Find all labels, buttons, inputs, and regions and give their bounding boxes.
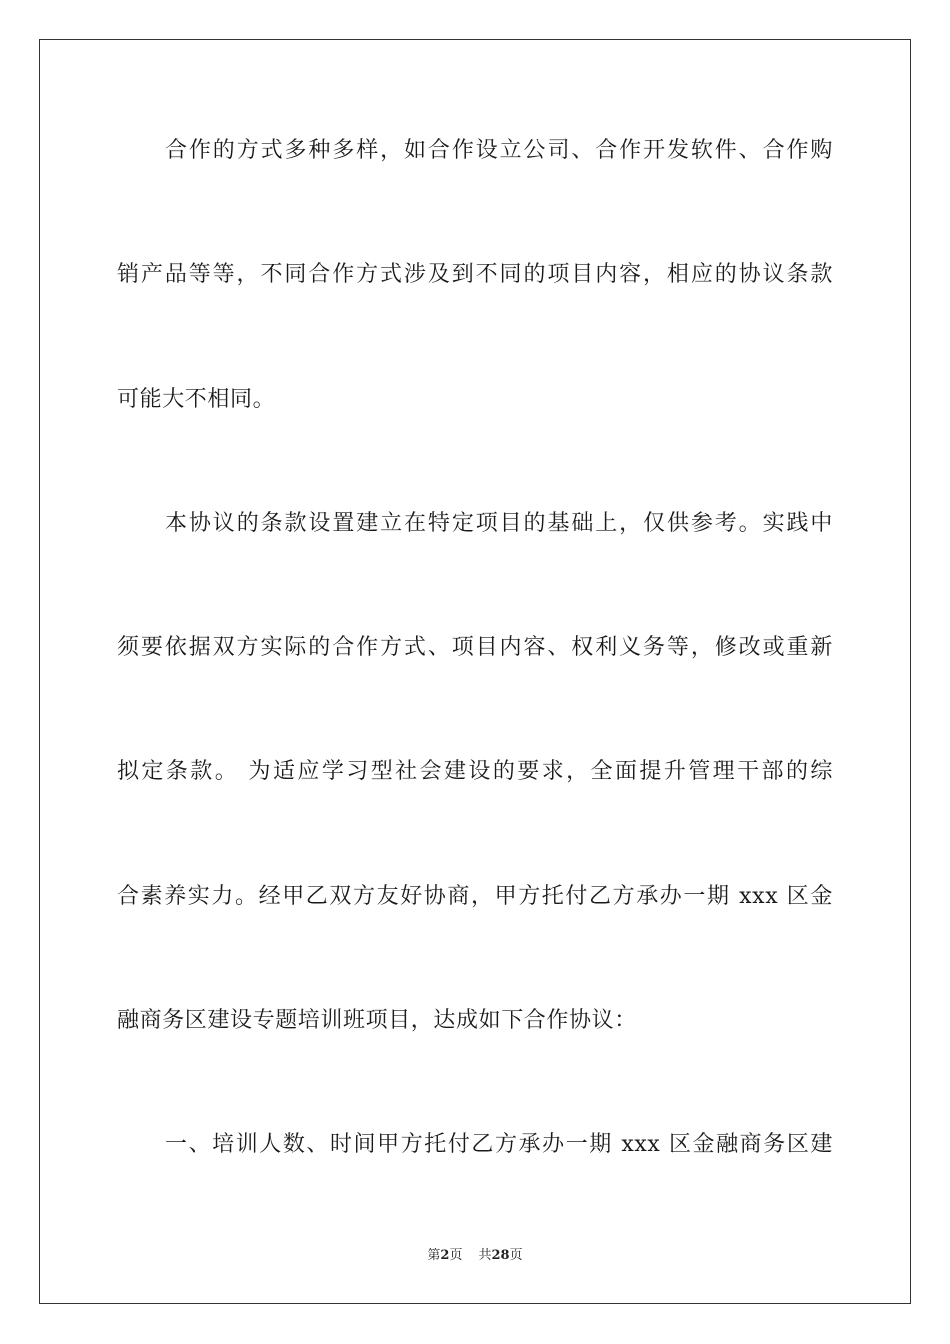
- paragraph-line: 可能大不相同。: [117, 387, 276, 412]
- page-border: [39, 39, 911, 1304]
- paragraph-line: 合作的方式多种多样，如合作设立公司、合作开发软件、合作购: [165, 138, 833, 163]
- paragraph-line: 一、培训人数、时间甲方托付乙方承办一期 xxx 区金融商务区建: [165, 1132, 833, 1157]
- total-pages: 28: [491, 1248, 510, 1263]
- page-suffix: 页: [449, 1248, 463, 1263]
- paragraph-line: 本协议的条款设置建立在特定项目的基础上，仅供参考。实践中: [165, 511, 833, 536]
- paragraph-line: 拟定条款。 为适应学习型社会建设的要求，全面提升管理干部的综: [117, 759, 833, 784]
- page-footer: [0, 1247, 950, 1265]
- paragraph-line: 须要依据双方实际的合作方式、项目内容、权利义务等，修改或重新: [117, 635, 833, 660]
- page-number: 2: [440, 1248, 450, 1263]
- page-prefix: 第: [427, 1248, 441, 1263]
- paragraph-line: 合素养实力。经甲乙双方友好协商，甲方托付乙方承办一期 xxx 区金: [117, 884, 833, 909]
- total-prefix: 共: [478, 1248, 492, 1263]
- paragraph-line: 销产品等等，不同合作方式涉及到不同的项目内容，相应的协议条款: [117, 262, 833, 287]
- total-suffix: 页: [509, 1248, 523, 1263]
- paragraph-line: 融商务区建设专题培训班项目，达成如下合作协议：: [117, 1008, 637, 1033]
